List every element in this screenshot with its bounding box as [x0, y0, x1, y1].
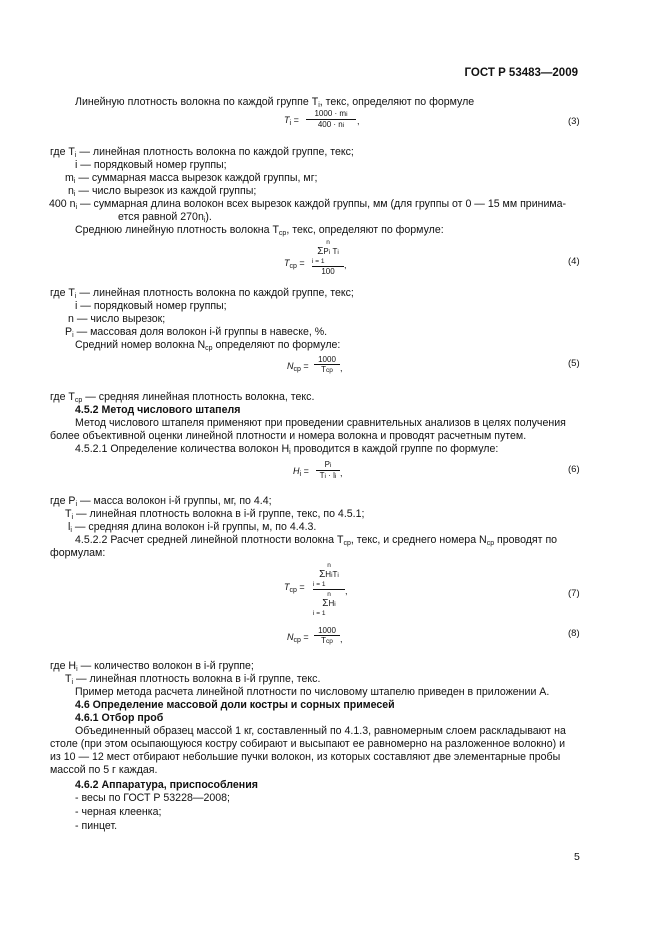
- eq7-fraction: n ΣHiTi i = 1 n ΣHi i = 1: [313, 561, 345, 618]
- text-line: n — число вырезок;: [68, 313, 166, 325]
- section-heading: 4.6 Определение массовой доли костры и сорных примесей: [75, 699, 395, 711]
- text-line: где Ti — линейная плотность волокна по каждой группе, текс;: [50, 146, 354, 159]
- text-line: Ti — линейная плотность волокна в i-й группе, текс.: [65, 673, 321, 686]
- section-heading: 4.6.1 Отбор проб: [75, 712, 164, 724]
- text-line: Средний номер волокна Nср определяют по формуле:: [75, 339, 341, 352]
- eq3-comma: ,: [357, 116, 360, 126]
- text-line: 4.5.2.1 Определение количества волокон Hi проводится в каждой группе по формуле:: [75, 443, 499, 456]
- eq6-comma: ,: [340, 468, 343, 478]
- eq8-comma: ,: [340, 634, 343, 644]
- eq5-comma: ,: [340, 363, 343, 373]
- eq5-lhs: $N_{ср}$ =: [287, 361, 309, 373]
- text-line: i — порядковый номер группы;: [75, 300, 227, 312]
- text-line: Объединенный образец массой 1 кг, составленный по 4.1.3, равномерным слоем раскладывают на: [75, 725, 566, 737]
- text-line: где Pi — масса волокон i-й группы, мг, по 4.4;: [50, 495, 272, 508]
- text-line: где Tср — средняя линейная плотность волокна, текс.: [50, 391, 315, 404]
- text-line: Pi — массовая доля волокон i-й группы в навеске, %.: [65, 326, 328, 339]
- eq5-fraction: 1000 Tср: [314, 355, 340, 375]
- text-line: ется равной 270ni).: [118, 211, 212, 224]
- text-line: из 10 — 12 мест отбирают небольшие пучки волокон, из которых составляют две элементарные пробы: [50, 751, 561, 763]
- equation-number-8: (8): [568, 628, 580, 639]
- text-line: i — порядковый номер группы;: [75, 159, 227, 171]
- text-line: ni — число вырезок из каждой группы;: [68, 185, 257, 198]
- text-line: - весы по ГОСТ Р 53228—2008;: [75, 792, 230, 804]
- text-line: массой по 5 г каждая.: [50, 764, 158, 776]
- document-header: ГОСТ Р 53483—2009: [464, 67, 578, 79]
- equation-number-4: (4): [568, 256, 580, 267]
- eq7-lhs: $T_{ср}$ =: [284, 582, 305, 594]
- section-heading: 4.6.2 Аппаратура, приспособления: [75, 779, 258, 791]
- eq7-comma: ,: [345, 586, 348, 596]
- text-line: 400 ni — суммарная длина волокон всех вырезок каждой группы, мм (для группы от 0 — 15 мм принима-: [49, 198, 567, 211]
- text-line: Метод числового штапеля применяют при проведении сравнительных анализов в целях получения: [75, 417, 566, 429]
- eq4-lhs: $T_{ср}$ =: [284, 258, 305, 270]
- text-line: Среднюю линейную плотность волокна Tср, текс, определяют по формуле:: [75, 224, 444, 237]
- page-number: 5: [574, 851, 580, 863]
- equation-number-5: (5): [568, 358, 580, 369]
- equation-number-6: (6): [568, 464, 580, 475]
- equation-number-7: (7): [568, 588, 580, 599]
- text-line: - пинцет.: [75, 820, 118, 832]
- section-heading: 4.5.2 Метод числового штапеля: [75, 404, 241, 416]
- eq6-fraction: $\frac{Pi}{Ti \cdot li}$: [316, 460, 340, 481]
- text-line: более объективной оценки линейной плотности и номера волокна и проводят расчетным путем.: [50, 430, 527, 442]
- eq4-fraction: n ΣPi Ti i = 1 100: [312, 238, 344, 276]
- eq8-fraction: 1000 Tср: [314, 626, 340, 646]
- text-line: где Hi — количество волокон в i-й группе;: [50, 660, 254, 673]
- text-line: столе (при этом осыпающуюся костру собирают и высыпают ее равномерно на разложенное волокно) и: [50, 738, 566, 750]
- eq6-lhs: $H_i$ =: [293, 466, 309, 478]
- text-line: li — средняя длина волокон i-й группы, м, по 4.4.3.: [68, 521, 317, 534]
- text-line: Пример метода расчета линейной плотности по числовому штапелю приведен в приложении А.: [75, 686, 550, 698]
- eq3-lhs: $T_i$ =: [284, 115, 299, 127]
- text-line: mi — суммарная масса вырезок каждой группы, мг;: [65, 172, 318, 185]
- text-line: формулам:: [50, 547, 106, 559]
- text-line: 4.5.2.2 Расчет средней линейной плотности волокна Tср, текс, и среднего номера Nср проводят по: [75, 534, 558, 547]
- eq3-fraction: $\frac{1000 \cdot mi}{400 \cdot ni}$: [306, 109, 356, 130]
- text-line: где Ti — линейная плотность волокна по каждой группе, текс;: [50, 287, 354, 300]
- text-line: Ti — линейная плотность волокна в i-й группе, текс, по 4.5.1;: [65, 508, 365, 521]
- equation-number-3: (3): [568, 116, 580, 127]
- eq8-lhs: $N_{ср}$ =: [287, 632, 309, 644]
- text-line: Линейную плотность волокна по каждой группе Ti, текс, определяют по формуле: [75, 96, 475, 109]
- eq4-comma: ,: [344, 260, 347, 270]
- text-line: - черная клеенка;: [75, 806, 162, 818]
